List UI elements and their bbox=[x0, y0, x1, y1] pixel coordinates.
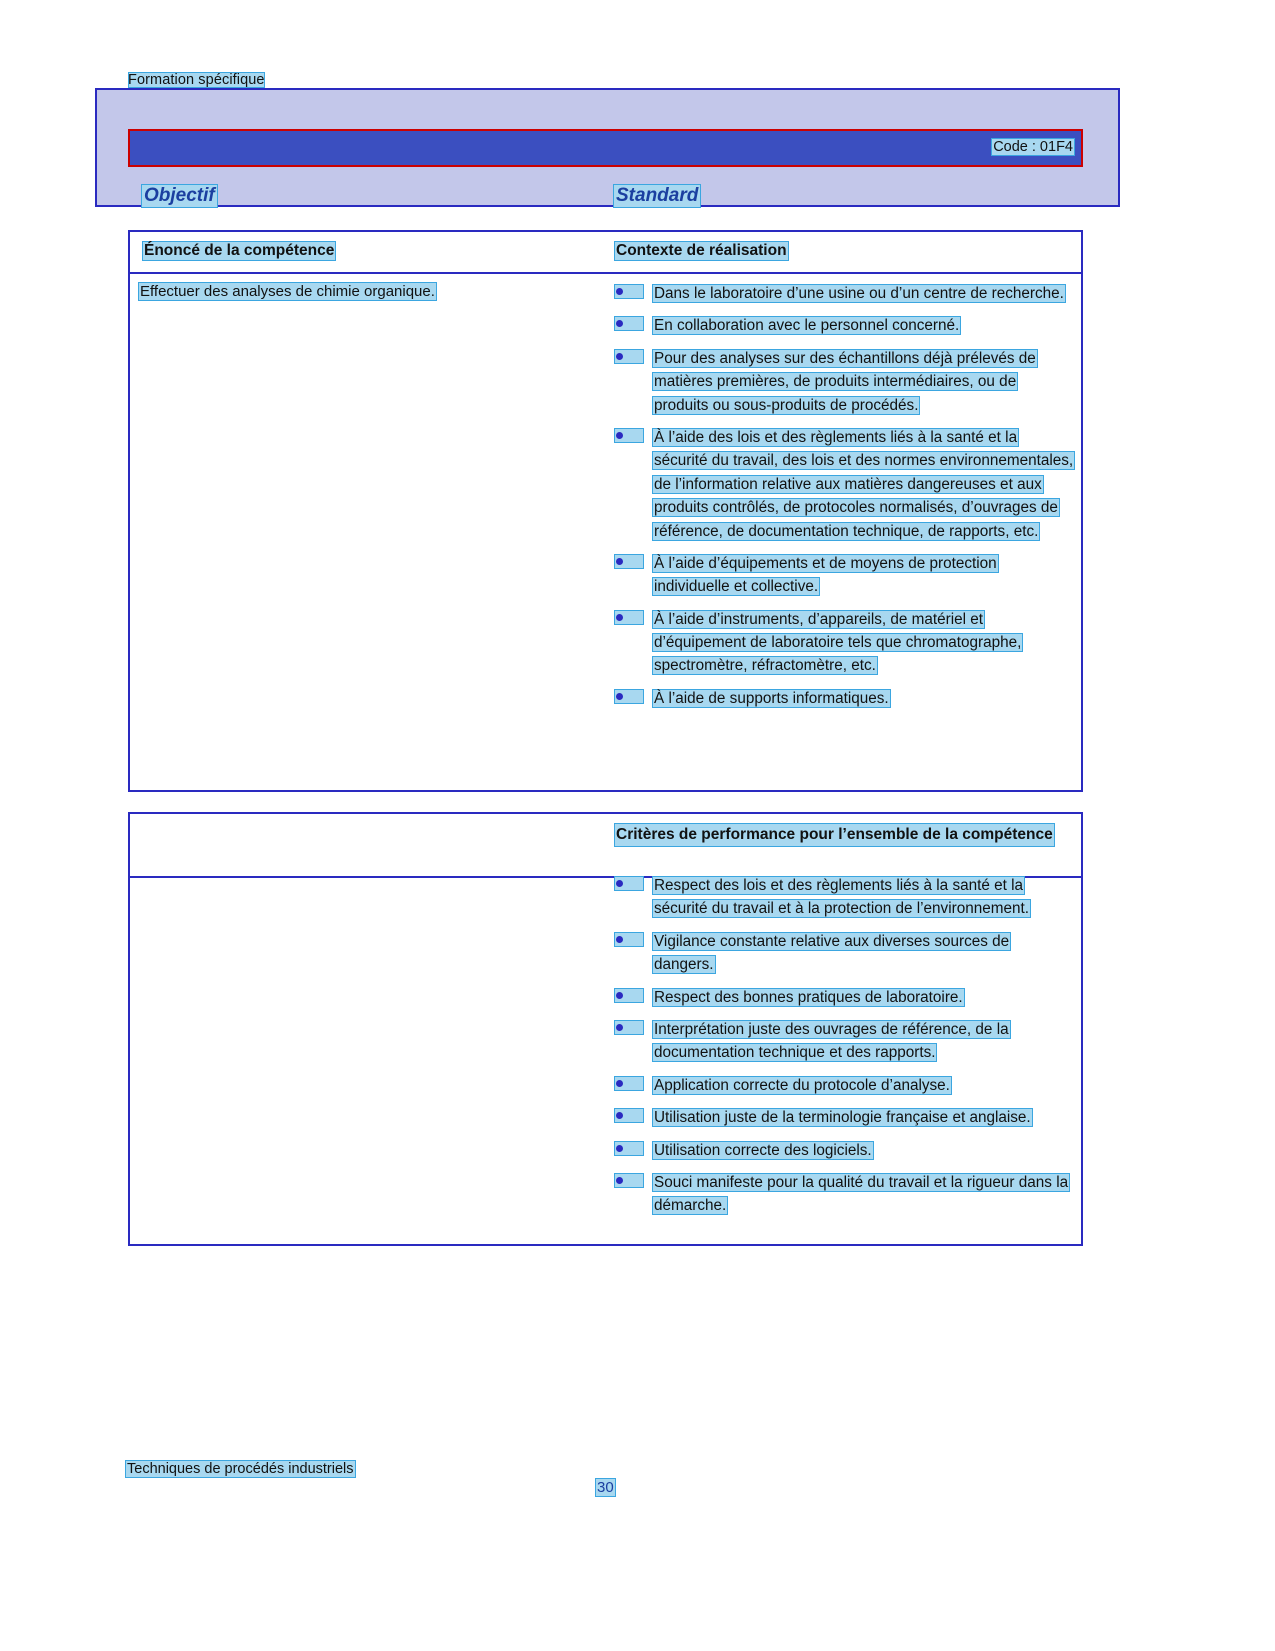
bullet-icon bbox=[614, 1076, 644, 1091]
list-item bbox=[614, 1171, 1074, 1218]
criteres-table bbox=[128, 812, 1083, 1246]
list-item-label: Utilisation juste de la terminologie française et anglaise. bbox=[654, 1109, 1031, 1127]
list-item-label: Pour des analyses sur des échantillons déjà prélevés de matières premières, de produits intermédiaires, ou de produits ou sous-produits de procédés. bbox=[654, 349, 1036, 414]
bullet-icon bbox=[614, 554, 644, 569]
list-item-label: À l’aide d’équipements et de moyens de protection individuelle et collective. bbox=[654, 554, 997, 596]
list-item-label: Dans le laboratoire d’une usine ou d’un centre de recherche. bbox=[654, 285, 1064, 302]
standard-heading: Standard bbox=[613, 184, 701, 208]
criteres-list bbox=[614, 874, 1074, 1227]
competence-table bbox=[128, 230, 1083, 792]
list-item bbox=[614, 552, 1074, 599]
bullet-icon bbox=[614, 932, 644, 947]
bullet-icon bbox=[614, 988, 644, 1003]
title-banner-inner bbox=[128, 129, 1083, 167]
code-badge: Code : 01F4 bbox=[993, 139, 1073, 155]
footer-program-label: Techniques de procédés industriels bbox=[127, 1461, 354, 1477]
list-item bbox=[614, 347, 1074, 417]
list-item bbox=[614, 687, 1074, 710]
competence-table-header-row bbox=[130, 232, 1081, 272]
contexte-column-header: Contexte de réalisation bbox=[616, 242, 787, 259]
bullet-icon bbox=[614, 1173, 644, 1188]
bullet-icon bbox=[614, 284, 644, 299]
table-row-divider bbox=[130, 272, 1081, 274]
list-item-label: En collaboration avec le personnel concerné. bbox=[654, 317, 960, 335]
list-item bbox=[614, 874, 1074, 921]
bullet-icon bbox=[614, 349, 644, 364]
bullet-icon bbox=[614, 876, 644, 891]
list-item-label: À l’aide de supports informatiques. bbox=[654, 689, 889, 707]
list-item-label: Respect des lois et des règlements liés à la santé et la sécurité du travail et à la protection de l’environnement. bbox=[654, 877, 1029, 918]
list-item bbox=[614, 1139, 1074, 1162]
bullet-icon bbox=[614, 1020, 644, 1035]
bullet-icon bbox=[614, 316, 644, 331]
page-number: 30 bbox=[597, 1479, 614, 1496]
list-item bbox=[614, 930, 1074, 977]
list-item bbox=[614, 426, 1074, 543]
list-item-label: Souci manifeste pour la qualité du travail et la rigueur dans la démarche. bbox=[654, 1173, 1069, 1215]
criteres-column-header: Critères de performance pour l’ensemble de la compétence bbox=[614, 823, 1055, 847]
section-label: Formation spécifique bbox=[128, 72, 265, 88]
list-item-label: Application correcte du protocole d’analyse. bbox=[654, 1076, 950, 1094]
bullet-icon bbox=[614, 689, 644, 704]
bullet-icon bbox=[614, 1108, 644, 1123]
list-item bbox=[614, 1106, 1074, 1129]
list-item bbox=[614, 282, 1074, 305]
list-item bbox=[614, 1018, 1074, 1065]
list-item-label: Interprétation juste des ouvrages de référence, de la documentation technique et des rapports. bbox=[654, 1020, 1009, 1062]
list-item bbox=[614, 314, 1074, 337]
list-item-label: Utilisation correcte des logiciels. bbox=[654, 1141, 872, 1159]
enonce-column-header: Énoncé de la compétence bbox=[144, 242, 335, 259]
objectif-heading: Objectif bbox=[141, 184, 218, 208]
enonce-text: Effectuer des analyses de chimie organique. bbox=[140, 283, 435, 300]
list-item-label: À l’aide des lois et des règlements liés à la santé et la sécurité du travail, des lois et des normes environnementales, de l’information relative aux matières dangereuses et aux produits contrôlés, de protocoles normalisés, d’ouvrages de référence, de documentation technique, de rapports, etc. bbox=[654, 428, 1074, 540]
list-item bbox=[614, 608, 1074, 678]
bullet-icon bbox=[614, 428, 644, 443]
list-item-label: Respect des bonnes pratiques de laboratoire. bbox=[654, 988, 963, 1006]
list-item-label: À l’aide d’instruments, d’appareils, de matériel et d’équipement de laboratoire tels que chromatographe, spectromètre, réfractomètre, etc. bbox=[654, 610, 1022, 675]
bullet-icon bbox=[614, 610, 644, 625]
list-item-label: Vigilance constante relative aux diverses sources de dangers. bbox=[654, 932, 1010, 974]
criteres-table-header-row bbox=[130, 814, 1081, 876]
bullet-icon bbox=[614, 1141, 644, 1156]
list-item bbox=[614, 1074, 1074, 1097]
list-item bbox=[614, 986, 1074, 1009]
contexte-list bbox=[614, 282, 1074, 719]
